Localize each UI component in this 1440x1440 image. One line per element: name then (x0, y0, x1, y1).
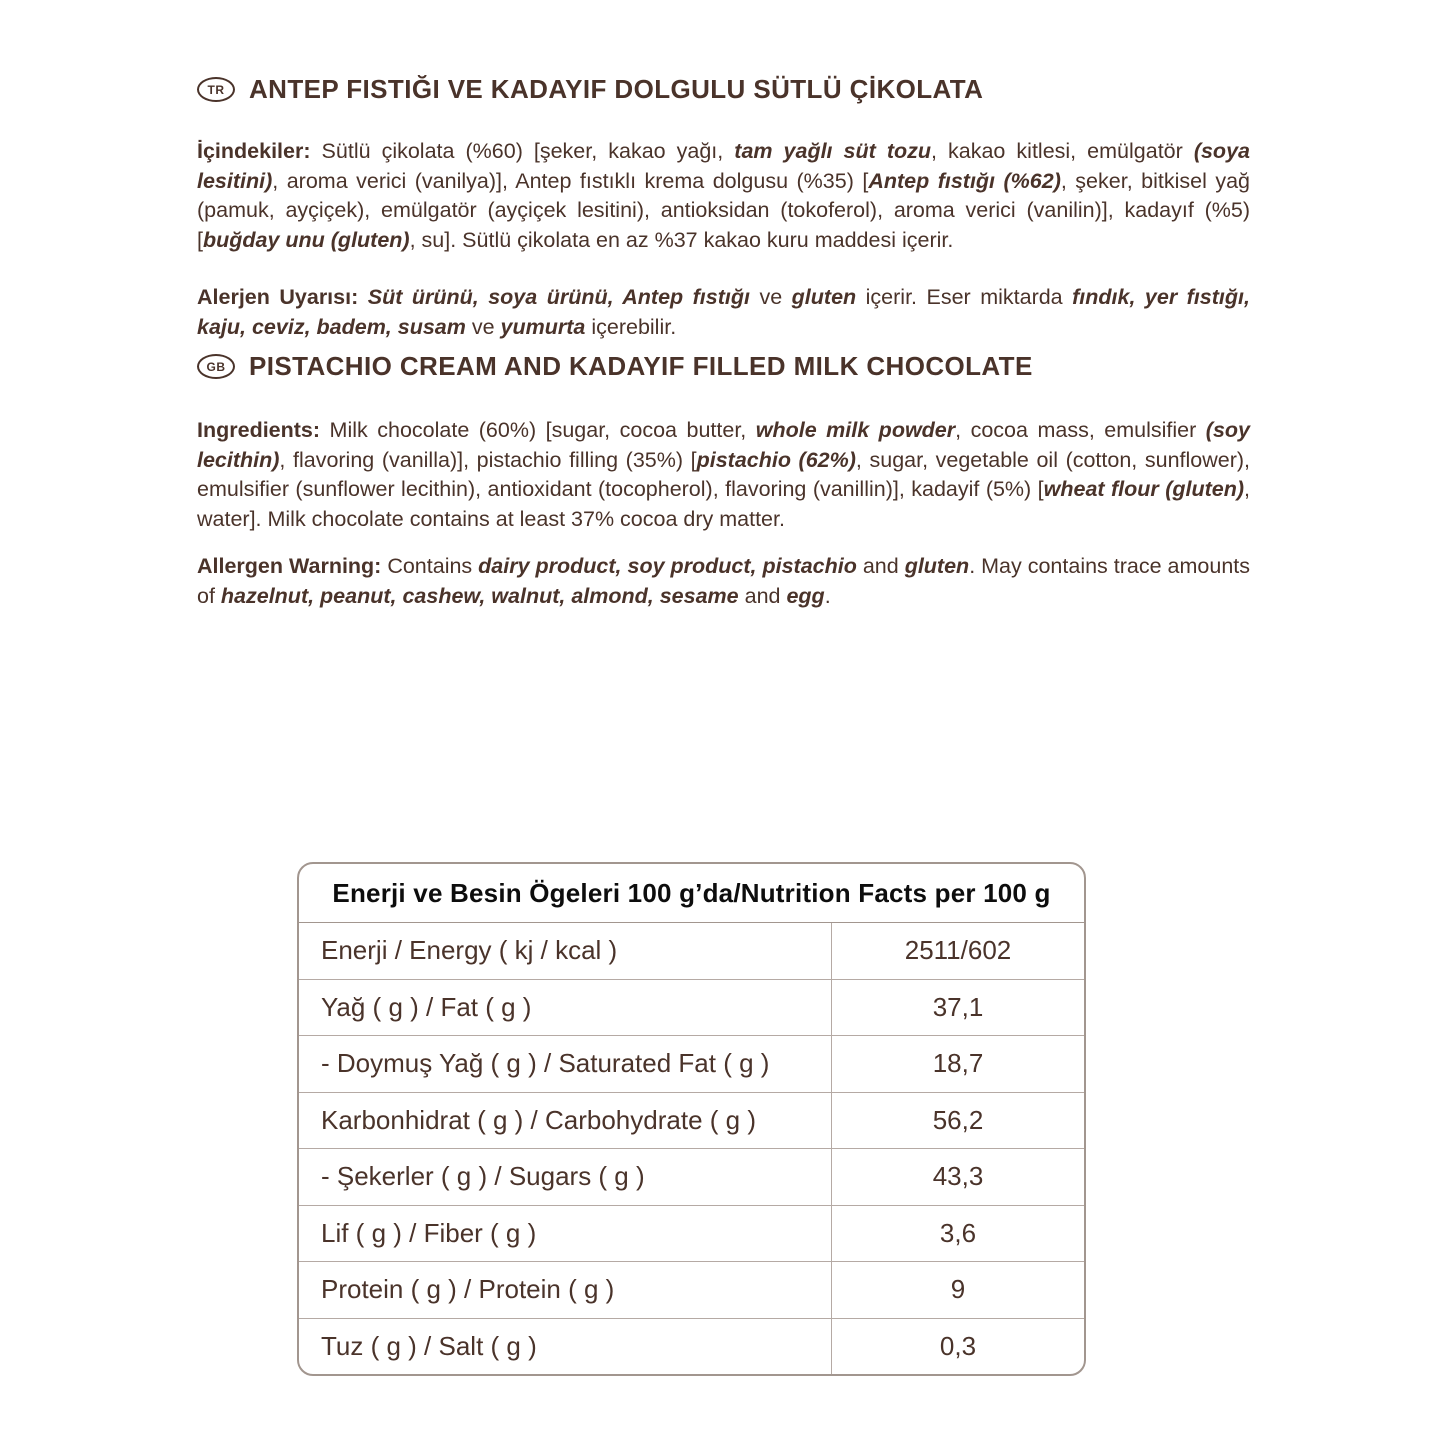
text-segment: içerir. Eser miktarda (856, 285, 1073, 309)
tr-allergen-paragraph (197, 283, 1250, 342)
gb-country-badge: GB (197, 354, 235, 379)
gb-allergen-paragraph (197, 552, 1250, 611)
tr-ingredients-paragraph (197, 137, 1250, 255)
nutrition-row-label: - Şekerler ( g ) / Sugars ( g ) (299, 1149, 832, 1205)
gb-product-title: PISTACHIO CREAM AND KADAYIF FILLED MILK CHOCOLATE (249, 351, 1033, 381)
text-segment: Milk chocolate (60%) [sugar, cocoa butter, (329, 418, 756, 442)
nutrition-row (299, 1318, 1084, 1375)
nutrition-row-label: Tuz ( g ) / Salt ( g ) (299, 1319, 832, 1375)
text-segment: yumurta (500, 314, 586, 339)
gb-title-row (197, 351, 1250, 382)
text-segment: dairy product, soy product, pistachio (478, 554, 857, 578)
text-segment: Antep fıstığı (%62) (868, 168, 1061, 193)
text-segment: , sugar, vegetable oil (cotton, sunflower), emulsifier (sunflower lecithin), antioxidant (tocopherol), flavoring (vanillin)], kadayif (5%) [ (197, 447, 1251, 501)
nutrition-row (299, 1092, 1084, 1149)
nutrition-table-body (299, 923, 1084, 1374)
text-segment: pistachio (62%) (696, 447, 856, 472)
text-segment: (soy lecithin) (197, 418, 1251, 472)
text-segment: ve (749, 285, 792, 309)
gb-ingredients-paragraph (197, 416, 1250, 534)
text-segment: wheat flour (gluten) (1043, 477, 1245, 501)
text-segment: and (856, 554, 905, 578)
nutrition-row (299, 1035, 1084, 1092)
text-segment: whole milk powder (755, 418, 956, 442)
text-segment: , flavoring (vanilla)], pistachio filling (35%) [ (279, 447, 697, 472)
tr-title-row (197, 74, 1250, 105)
text-segment: , şeker, bitkisel yağ (pamuk, ayçiçek), emülgatör (ayçiçek lesitini), antioksidan (tokoferol), aroma verici (vanilin)], kadayıf (%5) [ (197, 168, 1250, 252)
text-segment: içerebilir. (585, 314, 677, 339)
nutrition-table (297, 862, 1086, 1376)
text-segment: , aroma verici (vanilya)], Antep fıstıklı krema dolgusu (%35) [ (272, 168, 869, 193)
nutrition-row (299, 1205, 1084, 1262)
nutrition-row-value: 43,3 (932, 1161, 984, 1192)
text-segment: ve (465, 314, 501, 339)
text-segment: . May contains trace amounts of (197, 554, 1251, 608)
text-segment: , su]. Sütlü çikolata en az %37 kakao kuru maddesi içerir. (409, 227, 954, 252)
nutrition-row-label: Lif ( g ) / Fiber ( g ) (299, 1206, 832, 1262)
text-segment: Ingredients: (197, 418, 330, 442)
nutrition-row (299, 923, 1084, 979)
text-segment: tam yağlı süt tozu (734, 139, 932, 163)
nutrition-row-value: 18,7 (932, 1048, 984, 1079)
text-segment: Alerjen Uyarısı: (197, 285, 368, 309)
text-segment: gluten (904, 554, 970, 578)
nutrition-row-label: Karbonhidrat ( g ) / Carbohydrate ( g ) (299, 1093, 832, 1149)
nutrition-row (299, 1261, 1084, 1318)
text-segment: gluten (791, 285, 857, 309)
nutrition-row-value: 0,3 (939, 1330, 977, 1361)
text-segment: , water]. Milk chocolate contains at least 37% cocoa dry matter. (197, 477, 1250, 531)
text-segment: hazelnut, peanut, cashew, walnut, almond, sesame (220, 583, 739, 608)
text-segment: Contains (387, 554, 479, 578)
nutrition-row-value: 9 (950, 1274, 966, 1305)
text-segment: and (738, 583, 787, 608)
text-segment: İçindekiler: (197, 139, 322, 163)
text-segment: buğday unu (gluten) (202, 227, 410, 252)
nutrition-row (299, 979, 1084, 1036)
text-segment: , cocoa mass, emulsifier (955, 418, 1206, 442)
nutrition-row-value: 56,2 (932, 1104, 984, 1135)
text-segment: Sütlü çikolata (%60) [şeker, kakao yağı, (321, 139, 735, 163)
nutrition-row-label: Enerji / Energy ( kj / kcal ) (299, 923, 832, 979)
text-segment: (soya lesitini) (197, 139, 1250, 193)
tr-country-badge: TR (197, 77, 235, 102)
nutrition-row-value: 37,1 (932, 991, 984, 1022)
nutrition-row (299, 1148, 1084, 1205)
text-segment: . (824, 583, 831, 608)
nutrition-row-label: - Doymuş Yağ ( g ) / Saturated Fat ( g ) (299, 1036, 832, 1092)
nutrition-row-value: 2511/602 (904, 935, 1012, 966)
tr-product-title: ANTEP FISTIĞI VE KADAYIF DOLGULU SÜTLÜ ÇİKOLATA (249, 74, 984, 104)
nutrition-table-header: Enerji ve Besin Ögeleri 100 g’da/Nutrition Facts per 100 g (299, 864, 1084, 923)
text-segment: Süt ürünü, soya ürünü, Antep fıstığı (367, 285, 750, 309)
nutrition-row-label: Protein ( g ) / Protein ( g ) (299, 1262, 832, 1318)
nutrition-row-value: 3,6 (939, 1217, 977, 1248)
text-segment: egg (786, 583, 825, 608)
nutrition-row-label: Yağ ( g ) / Fat ( g ) (299, 980, 832, 1036)
text-segment: , kakao kitlesi, emülgatör (931, 139, 1194, 163)
text-segment: Allergen Warning: (197, 554, 388, 578)
text-segment: fındık, yer fıstığı, kaju, ceviz, badem, susam (197, 285, 1250, 339)
